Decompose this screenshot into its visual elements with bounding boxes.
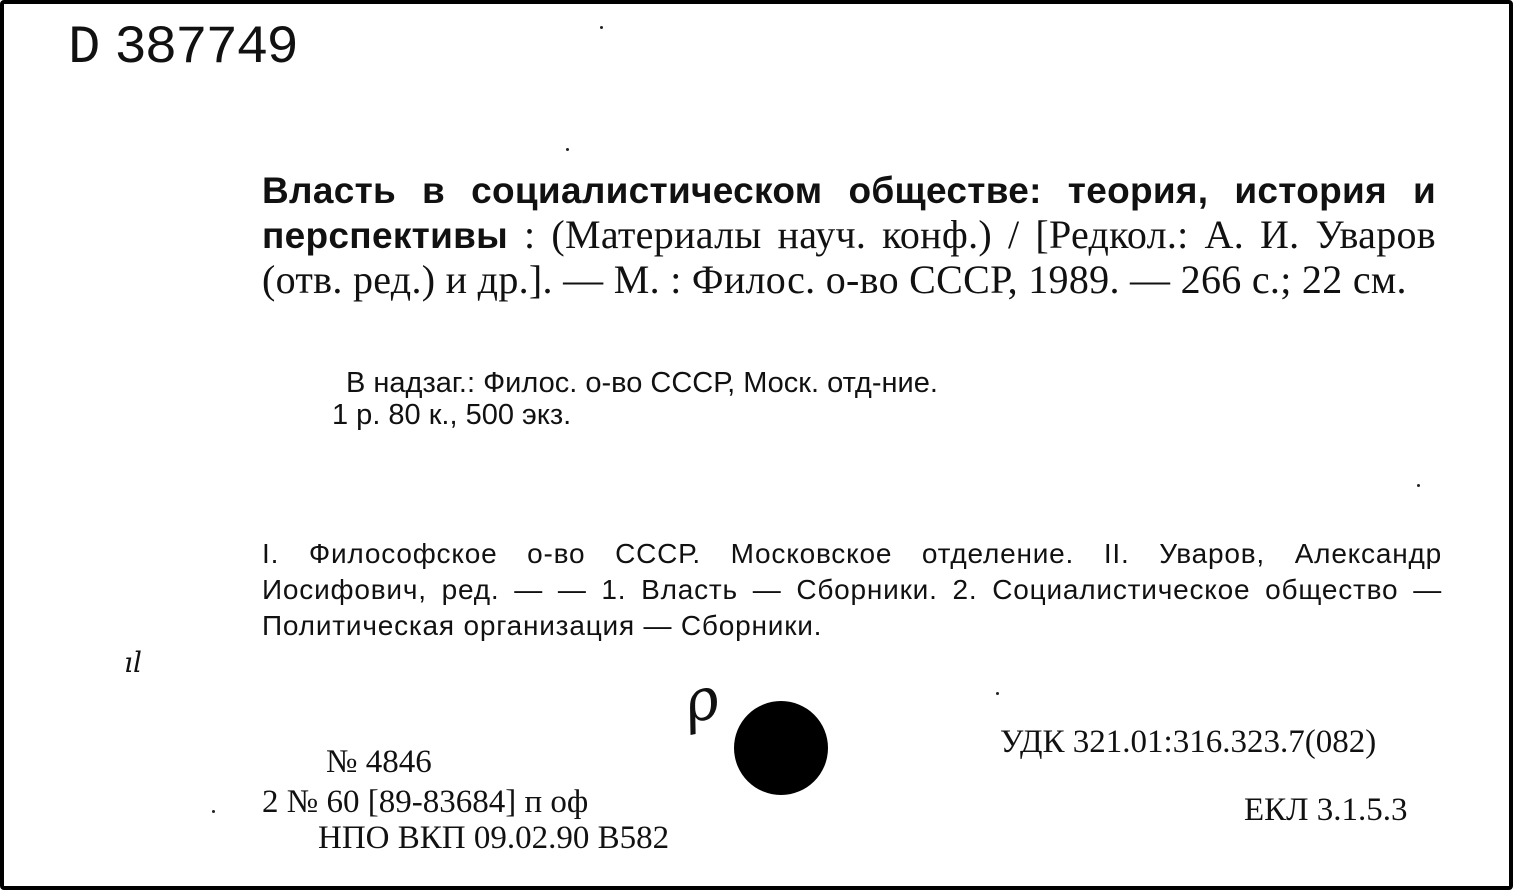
- subject-tracings: I. Философское о-во СССР. Московское отделение. II. Уваров, Александр Иосифович, ред. — — 1. Власть — Сборники. 2. Социалистическое общество — Политическая организация — Сборники.: [262, 538, 1442, 641]
- call-number: [68, 18, 297, 79]
- order-number: № 4846: [326, 744, 432, 780]
- speck: [996, 692, 999, 695]
- call-number-value: 387749: [114, 18, 297, 79]
- speck: [1417, 484, 1420, 487]
- handwritten-mark: ρ: [677, 663, 725, 737]
- punch-hole: [734, 701, 828, 795]
- speck: [600, 26, 603, 29]
- call-number-prefix: D: [68, 18, 99, 79]
- udc-classification: УДК 321.01:316.323.7(082): [1000, 724, 1377, 760]
- printing-line: 2 № 60 [89-83684] п оф: [262, 784, 589, 820]
- book-title: Власть в социалистическом обществе: теория, история и перспективы: [262, 170, 1436, 256]
- bibliographic-description: [262, 168, 1436, 302]
- price-run-info: 1 р. 80 к., 500 экз.: [332, 399, 572, 431]
- publication-details: : (Материалы науч. конф.) / [Редкол.: А. И. Уваров (отв. ред.) и др.]. — М. : Филос. о-во СССР, 1989. — 266 с.; 22 см.: [262, 212, 1436, 302]
- ekl-classification: ЕКЛ 3.1.5.3: [1244, 792, 1408, 828]
- speck: [212, 810, 215, 813]
- npo-line: НПО ВКП 09.02.90 В582: [318, 820, 670, 856]
- margin-pencil-mark: ıl: [124, 646, 142, 679]
- header-note: В надзаг.: Филос. о-во СССР, Моск. отд-ние.: [346, 367, 938, 399]
- speck: [566, 148, 569, 151]
